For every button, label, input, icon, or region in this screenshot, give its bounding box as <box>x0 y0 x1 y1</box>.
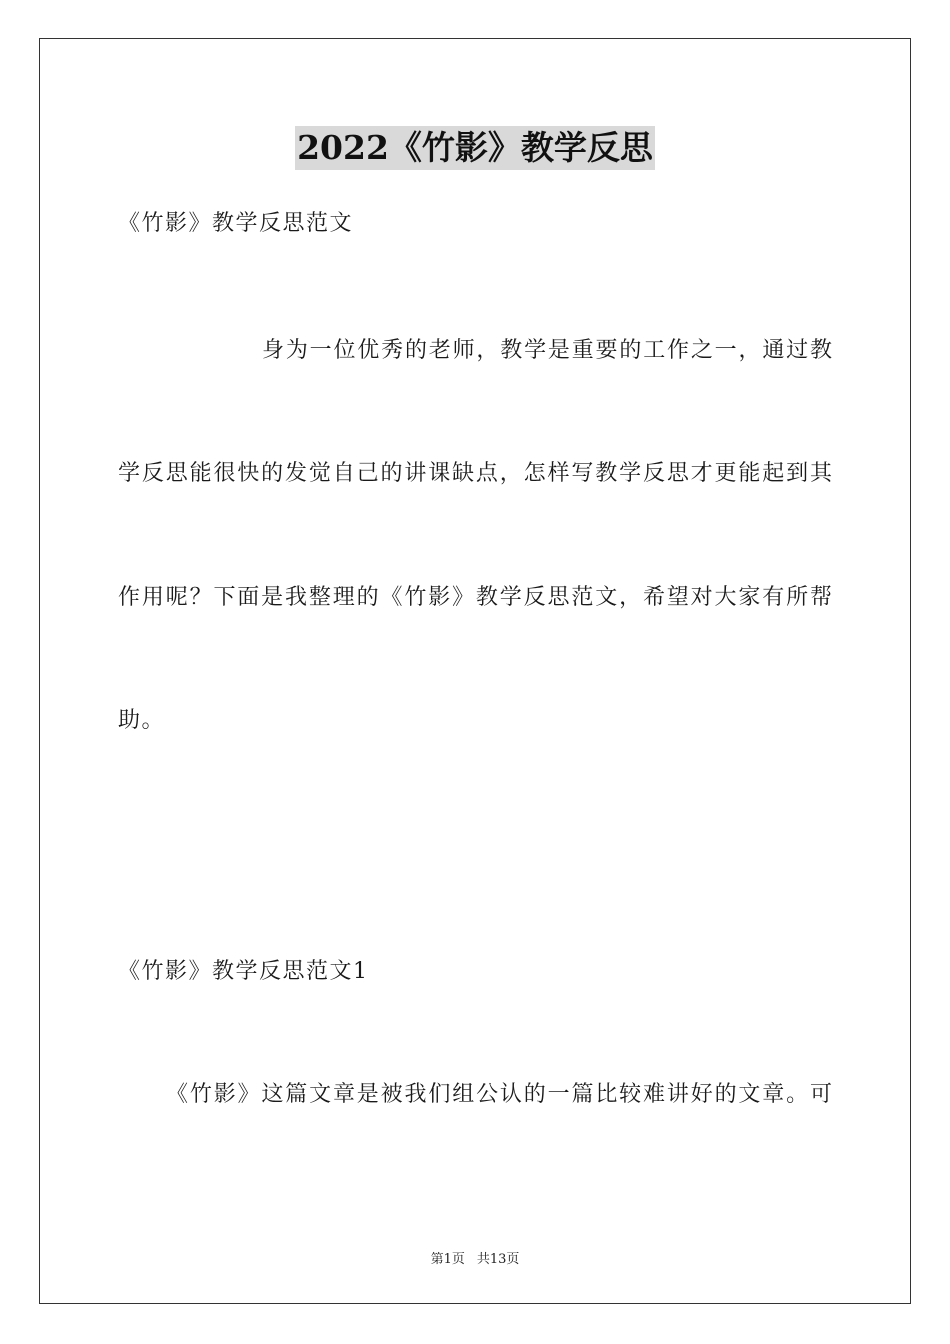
section-heading: 《竹影》教学反思范文1 <box>118 959 369 984</box>
intro-line-4: 助。 <box>118 708 166 733</box>
document-title: 2022《竹影》教学反思 <box>295 126 655 170</box>
page-total: 共13页 <box>476 1252 520 1267</box>
intro-line-2: 学反思能很快的发觉自己的讲课缺点，怎样写教学反思才更能起到其 <box>118 461 832 486</box>
page-footer <box>0 1248 950 1267</box>
intro-line-3: 作用呢？下面是我整理的《竹影》教学反思范文，希望对大家有所帮 <box>118 585 832 610</box>
document-subtitle: 《竹影》教学反思范文 <box>118 211 354 236</box>
section-first-line: 《竹影》这篇文章是被我们组公认的一篇比较难讲好的文章。可 <box>166 1082 832 1107</box>
page-number: 第1页 <box>430 1252 465 1267</box>
title-container <box>0 126 950 170</box>
intro-line-1: 身为一位优秀的老师，教学是重要的工作之一，通过教 <box>262 338 832 363</box>
